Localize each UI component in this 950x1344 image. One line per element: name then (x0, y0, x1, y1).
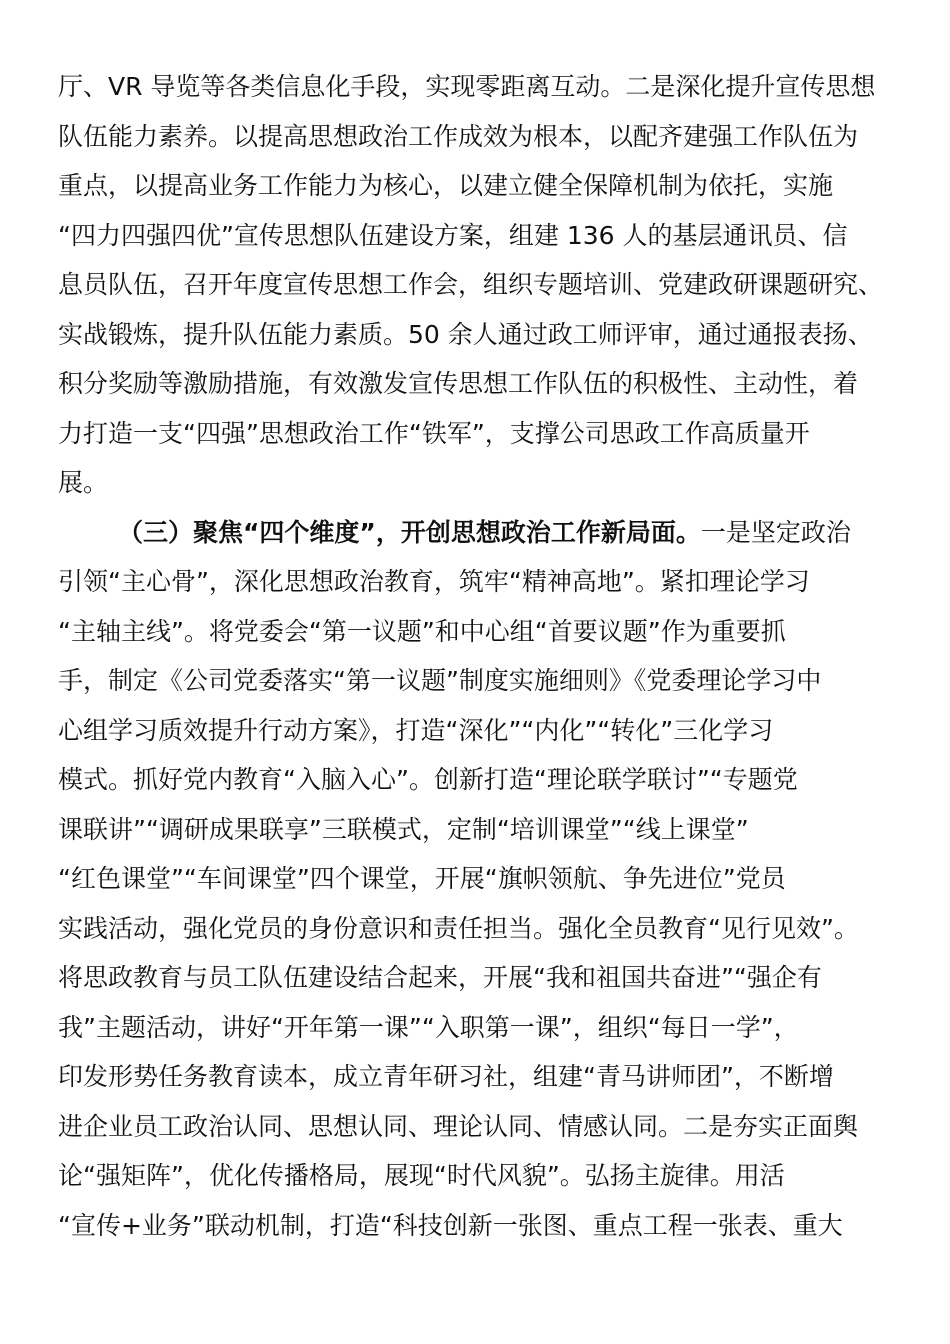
section-heading-line (58, 508, 898, 558)
paragraph-line: 印发形势任务教育读本，成立青年研习社，组建“青马讲师团”，不断增 (58, 1062, 834, 1091)
paragraph-line: 展。 (58, 468, 109, 497)
paragraph-line: “红色课堂”“车间课堂”四个课堂，开展“旗帜领航、争先进位”党员 (58, 864, 786, 893)
section-heading-continuation: 一是坚定政治 (700, 517, 851, 547)
paragraph-line: 课联讲”“调研成果联享”三联模式，定制“培训课堂”“线上课堂” (58, 814, 749, 844)
paragraph-line: 手，制定《公司党委落实“第一议题”制度实施细则》《党委理论学习中 (58, 666, 822, 695)
paragraph-line: 厅、VR 导览等各类信息化手段，实现零距离互动。二是深化提升宣传思想 (58, 72, 876, 101)
paragraph-line: 力打造一支“四强”思想政治工作“铁军”，支撑公司思政工作高质量开 (58, 418, 810, 448)
paragraph-line: 我”主题活动，讲好“开年第一课”“入职第一课”，组织“每日一学”， (58, 1012, 799, 1042)
paragraph-line: 将思政教育与员工队伍建设结合起来，开展“我和祖国共奋进”“强企有 (58, 963, 822, 992)
paragraph-line: 实践活动，强化党员的身份意识和责任担当。强化全员教育“见行见效”。 (58, 913, 859, 943)
paragraph-line: “宣传+业务”联动机制，打造“科技创新一张图、重点工程一张表、重大 (58, 1210, 843, 1240)
document-body (58, 62, 898, 1250)
paragraph-line: 重点，以提高业务工作能力为核心，以建立健全保障机制为依托，实施 (58, 171, 834, 200)
paragraph-line: “主轴主线”。将党委会“第一议题”和中心组“首要议题”作为重要抓 (58, 616, 786, 646)
paragraph-line: 息员队伍，召开年度宣传思想工作会，组织专题培训、党建政研课题研究、 (58, 270, 884, 299)
paragraph-line: 队伍能力素养。以提高思想政治工作成效为根本，以配齐建强工作队伍为 (58, 121, 859, 151)
paragraph-line: 积分奖励等激励措施，有效激发宣传思想工作队伍的积极性、主动性，着 (58, 369, 859, 398)
paragraph-line: 模式。抓好党内教育“入脑入心”。创新打造“理论联学联讨”“专题党 (58, 765, 798, 794)
paragraph-line: 引领“主心骨”，深化思想政治教育，筑牢“精神高地”。紧扣理论学习 (58, 567, 810, 596)
paragraph-line: 实战锻炼，提升队伍能力素质。50 余人通过政工师评审，通过通报表扬、 (58, 319, 873, 349)
paragraph-line: “四力四强四优”宣传思想队伍建设方案，组建 136 人的基层通讯员、信 (58, 220, 848, 250)
paragraph-line: 进企业员工政治认同、思想认同、理论认同、情感认同。二是夯实正面舆 (58, 1111, 859, 1141)
paragraph-line: 论“强矩阵”，优化传播格局，展现“时代风貌”。弘扬主旋律。用活 (58, 1161, 785, 1190)
section-heading: （三）聚焦“四个维度”，开创思想政治工作新局面。 (118, 517, 701, 547)
paragraph-line: 心组学习质效提升行动方案》，打造“深化”“内化”“转化”三化学习 (58, 715, 774, 745)
